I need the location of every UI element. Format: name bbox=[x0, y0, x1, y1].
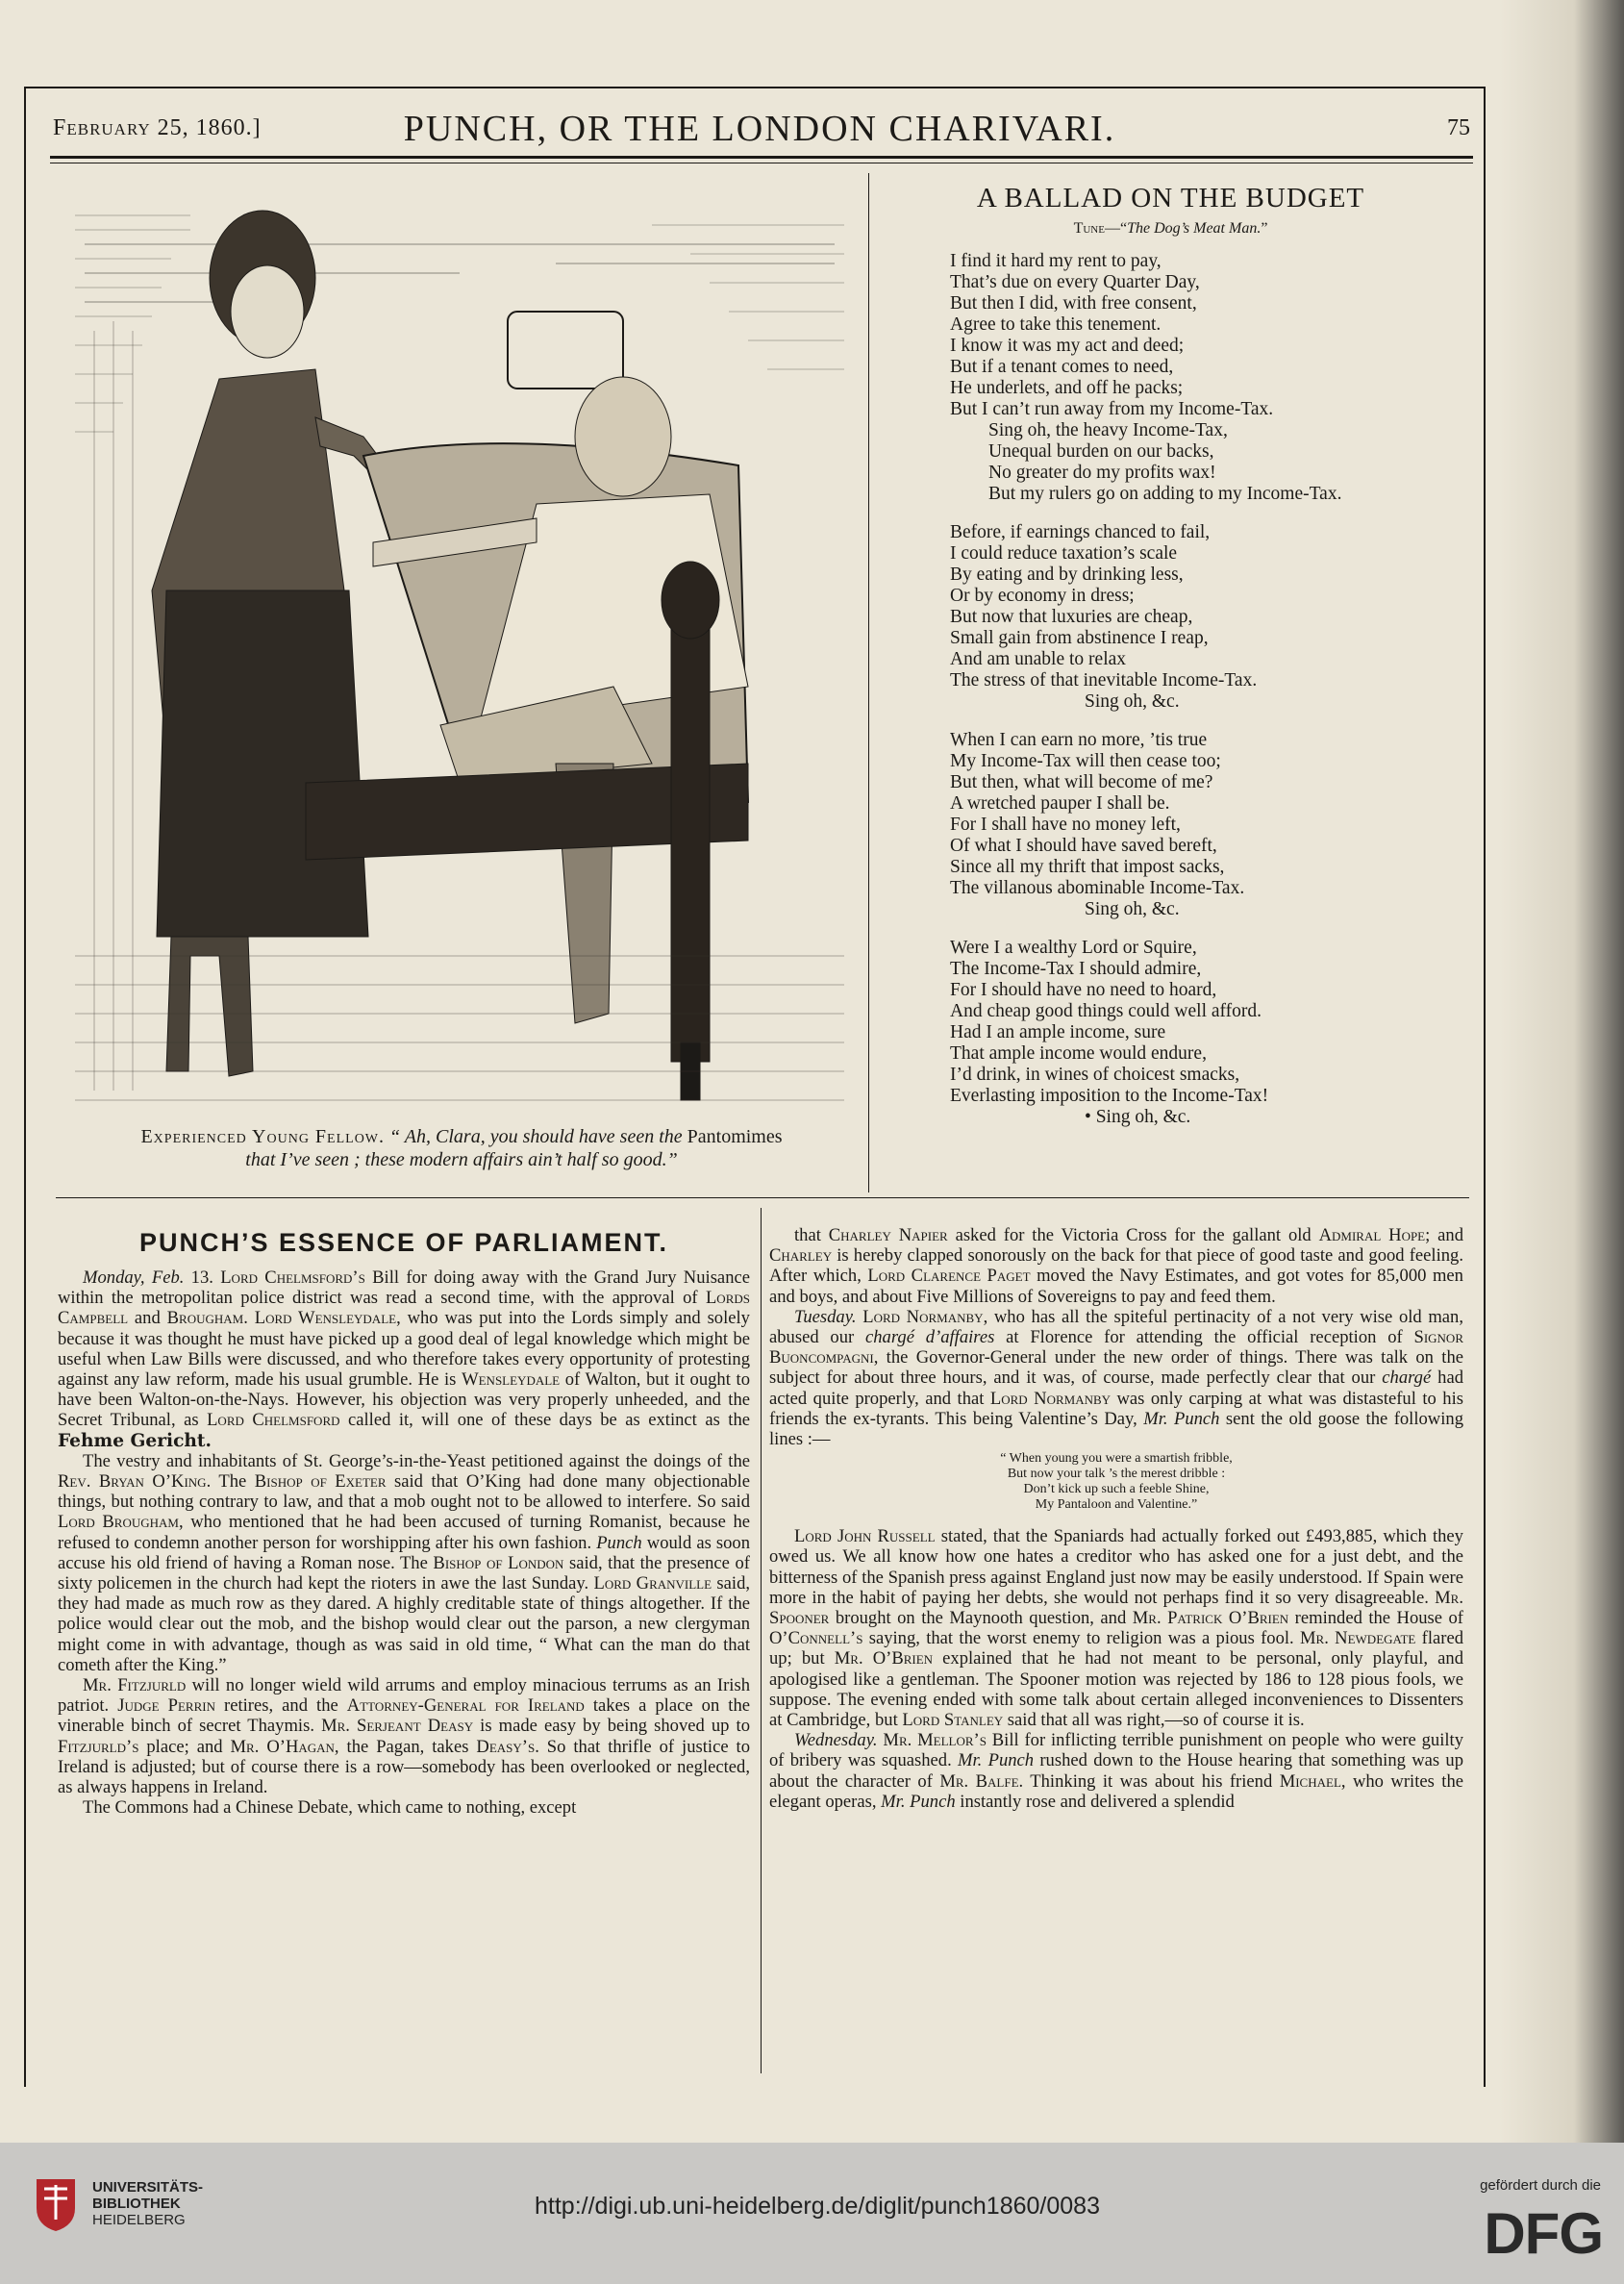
text-run: Bishop of Exeter bbox=[254, 1471, 387, 1493]
essence-paragraph bbox=[58, 1797, 750, 1818]
text-run: Lord John Russell bbox=[794, 1526, 936, 1547]
text-run: Michael, bbox=[1279, 1770, 1346, 1792]
verse-line: But now your talk ’s the merest dribble : bbox=[1007, 1467, 1226, 1482]
text-run: flared up; but bbox=[769, 1628, 1464, 1669]
ballad-line: I’d drink, in wines of choicest smacks, bbox=[950, 1065, 1240, 1085]
verse-line: Don’t kick up such a feeble Shine, bbox=[1023, 1482, 1210, 1497]
text-run: Judge Perrin bbox=[117, 1695, 215, 1717]
ballad-line: And am unable to relax bbox=[950, 649, 1127, 669]
masthead-rule-top bbox=[50, 156, 1473, 159]
ballad-line: I find it hard my rent to pay, bbox=[950, 251, 1162, 271]
masthead bbox=[43, 108, 1476, 150]
text-run: Mr. O’Hagan, bbox=[230, 1736, 339, 1757]
ballad-line: I know it was my act and deed; bbox=[950, 336, 1185, 356]
text-run: Mr. Newdegate bbox=[1300, 1628, 1416, 1649]
text-run: Signor Buoncompagni, bbox=[769, 1327, 1463, 1368]
section-rule bbox=[56, 1197, 1469, 1198]
ballad-title: A BALLAD ON THE BUDGET bbox=[976, 183, 1365, 213]
verse-line: “ When young you were a smartish fribble, bbox=[1000, 1451, 1233, 1467]
ballad-line: Before, if earnings chanced to fail, bbox=[950, 522, 1211, 542]
ballad-line: But then I did, with free consent, bbox=[950, 293, 1197, 314]
text-run: is hereby clapped sonorously on the back for that piece of good taste and good feeling. After which, bbox=[769, 1245, 1463, 1287]
tune-name: The Dog’s Meat Man. bbox=[1127, 220, 1262, 237]
text-run: said that all was right,—so of course it is. bbox=[1003, 1710, 1305, 1731]
text-run: was only carping at what was distasteful to his friends the ex-tyrants. This being Valentine’s Day, bbox=[769, 1388, 1463, 1429]
library-line-2: BIBLIOTHEK bbox=[92, 2196, 181, 2212]
ballad-line: Sing oh, &c. bbox=[1085, 691, 1180, 712]
column-divider-upper bbox=[868, 173, 869, 1192]
ballad-line: Since all my thrift that impost sacks, bbox=[950, 857, 1225, 877]
text-run: Bill for doing away with the Grand Jury Nuisance within the metropolitan police district was read a second time, with the approval of bbox=[58, 1267, 750, 1309]
text-run: brought on the Maynooth question, and bbox=[829, 1608, 1133, 1629]
masthead-date: February 25, 1860.] bbox=[53, 115, 262, 140]
text-run: Lord Granville bbox=[593, 1573, 712, 1594]
text-run: Mr. Spooner bbox=[769, 1587, 1463, 1629]
text-run: Lord Normanby, bbox=[862, 1306, 988, 1327]
ballad-line: But my rulers go on adding to my Income-Tax. bbox=[988, 484, 1342, 504]
ballad bbox=[875, 183, 1466, 1145]
text-run: Lord Brougham, bbox=[58, 1512, 184, 1533]
text-run: Lord Clarence Paget bbox=[867, 1266, 1031, 1287]
text-run: Lords Campbell bbox=[58, 1288, 750, 1329]
text-run: Wednesday. bbox=[794, 1730, 878, 1751]
essence-paragraph bbox=[769, 1225, 1463, 1307]
text-run: Tuesday. bbox=[794, 1306, 857, 1327]
right-border-rule bbox=[1484, 87, 1486, 2087]
ballad-line: No greater do my profits wax! bbox=[988, 463, 1216, 483]
caption-line-2: that I’ve seen ; these modern affairs ain’t half so good.” bbox=[245, 1149, 678, 1170]
column-divider-lower bbox=[761, 1208, 762, 2073]
text-run: Rev. Bryan O’King. bbox=[58, 1471, 212, 1493]
ballad-line: The stress of that inevitable Income-Tax. bbox=[950, 670, 1258, 690]
text-run: Punch bbox=[596, 1532, 642, 1553]
text-run: Mr. Serjeant Deasy bbox=[321, 1716, 474, 1737]
ballad-line: And cheap good things could well afford. bbox=[950, 1001, 1262, 1021]
text-run: Mr. Balfe. bbox=[939, 1770, 1024, 1792]
text-run: called it, will one of these days be as extinct as the bbox=[339, 1410, 750, 1431]
ballad-line: By eating and by drinking less, bbox=[950, 565, 1184, 585]
text-run: Lord Chelmsford bbox=[207, 1410, 340, 1431]
text-run: Monday, Feb. bbox=[83, 1267, 185, 1288]
text-run: O’Connell’s bbox=[769, 1628, 863, 1649]
text-run: who has all the spiteful pertinacity of a not very wise old man, abused our bbox=[769, 1306, 1464, 1348]
text-run: sent the old goose the following lines :— bbox=[769, 1408, 1463, 1450]
text-run: Mr. Punch bbox=[881, 1791, 956, 1812]
page-number: 75 bbox=[1447, 115, 1470, 140]
left-border-rule bbox=[24, 87, 26, 2087]
ballad-line: The villanous abominable Income-Tax. bbox=[950, 878, 1245, 898]
library-seal-icon bbox=[33, 2175, 79, 2233]
ballad-line: But if a tenant comes to need, bbox=[950, 357, 1174, 377]
ballad-stanzas bbox=[875, 251, 1466, 1128]
ballad-line: Small gain from abstinence I reap, bbox=[950, 628, 1209, 648]
text-run: the Governor-General under the new order of things. There was talk on the subject for about three hours, and it was, of course, made perfectly clear that our bbox=[769, 1347, 1463, 1389]
ballad-line: Of what I should have saved bereft, bbox=[950, 836, 1217, 856]
caption-speaker: Experienced Young Fellow. bbox=[140, 1126, 386, 1147]
ballad-stanza bbox=[950, 730, 1466, 920]
text-run: The vestry and inhabitants of St. George’s-in-the-Yeast petitioned against the doings of the bbox=[83, 1450, 750, 1471]
text-run: and bbox=[128, 1308, 167, 1329]
essence-paragraph bbox=[58, 1267, 750, 1451]
text-run: said that O’King had done many objectionable things, but nothing contrary to law, and that a mob ought not to be allowed to interfere. So said bbox=[58, 1471, 750, 1513]
ballad-stanza bbox=[950, 522, 1466, 713]
ballad-tune bbox=[875, 220, 1466, 238]
essence-right-column bbox=[769, 1225, 1463, 1812]
text-run: will no longer wield wild arrums and employ minacious terrums as an Irish patriot. bbox=[58, 1675, 751, 1717]
text-run: Attorney-General for Ireland bbox=[346, 1695, 585, 1717]
text-run: 13. bbox=[184, 1267, 221, 1288]
text-run: moved the Navy Estimates, and got votes for 85,000 men and boys, and about Five Millions of Sovereigns to pay and feed them. bbox=[769, 1266, 1463, 1307]
text-run: Fehme Gericht. bbox=[58, 1430, 212, 1451]
ballad-line: For I should have no need to hoard, bbox=[950, 980, 1217, 1000]
text-run: and bbox=[1430, 1225, 1463, 1245]
text-run bbox=[248, 1308, 255, 1328]
text-run: is made easy by being shoved up to bbox=[473, 1716, 751, 1737]
text-run: So that thrifle of justice to Ireland is adjusted; but of course there is a row—somebody has been overlooked or neglected, as always happens in Ireland. bbox=[58, 1736, 750, 1798]
text-run: that bbox=[794, 1225, 829, 1245]
caption-quote: “ Ah, Clara, you should have seen the bbox=[389, 1126, 683, 1147]
text-run: chargé d’affaires bbox=[865, 1327, 995, 1348]
page-edge-shadow bbox=[1499, 0, 1624, 2143]
text-run: Bishop of London bbox=[433, 1552, 564, 1573]
essence-title: PUNCH’S ESSENCE OF PARLIAMENT. bbox=[138, 1228, 669, 1257]
ballad-line: My Income-Tax will then cease too; bbox=[950, 751, 1221, 771]
funding-label: gefördert durch die bbox=[1480, 2177, 1601, 2194]
ballad-line: I could reduce taxation’s scale bbox=[950, 543, 1178, 564]
top-border-rule bbox=[24, 87, 1486, 88]
text-run: Lord Stanley bbox=[902, 1710, 1004, 1731]
essence-paragraph bbox=[769, 1730, 1463, 1812]
valentine-verse bbox=[769, 1451, 1463, 1513]
text-run: Mr. Patrick O’Brien bbox=[1132, 1608, 1289, 1629]
source-url-link[interactable]: http://digi.ub.uni-heidelberg.de/diglit/punch1860/0083 bbox=[535, 2193, 1100, 2220]
text-run: Deasy’s. bbox=[476, 1736, 539, 1757]
verse-line: My Pantaloon and Valentine.” bbox=[1035, 1497, 1198, 1513]
ballad-line: Agree to take this tenement. bbox=[950, 314, 1162, 335]
ballad-line: He underlets, and off he packs; bbox=[950, 378, 1184, 398]
text-run: Charley Napier bbox=[828, 1225, 948, 1245]
text-run: said, they had made as much row as they dared. A highly creditable state of things altogether. If the police would clear out the mob, and the bishop would clear out the parson, a new clergyman might come in with advantage, though as was said in old time, “ What can the man do that cometh after the King.” bbox=[58, 1573, 751, 1675]
library-name bbox=[92, 2179, 203, 2228]
text-run: saying, that the worst enemy to religion was a pious fool. bbox=[862, 1628, 1301, 1649]
text-run: takes a place on the vinerable binch of secret Thaymis. bbox=[58, 1695, 750, 1737]
text-run: rushed down to the House hearing that something was up about the character of bbox=[769, 1750, 1463, 1792]
caption-rest: Pantomimes bbox=[687, 1126, 783, 1147]
text-run: who writes the elegant operas, bbox=[769, 1770, 1463, 1812]
text-run: Thinking it was about his friend bbox=[1023, 1770, 1280, 1792]
essence-paragraph bbox=[58, 1451, 750, 1675]
ballad-stanza bbox=[950, 938, 1466, 1128]
text-run: stated, that the Spaniards had actually forked out £493,885, which they owed us. We all know how one hates a creditor who has asked one for a just debt, and the bitterness of the Spanish press against England just now may be easily understood. If Spain were more in the habit of paying her debts, she would not perhaps find it so very disagreeable. bbox=[769, 1526, 1463, 1608]
text-run: Bill for inflicting terrible punishment on people who were guilty of bribery was squashed. bbox=[769, 1730, 1464, 1771]
ballad-line: For I shall have no money left, bbox=[950, 815, 1181, 835]
text-run: Fitzjurld’s bbox=[58, 1736, 139, 1757]
text-run: who was put into the Lords simply and solely because it was thought he must have picked up a good deal of legal knowledge which might be useful when Law Bills were discussed, and who therefore takes every opportunity of protesting against any law reform, made his usual grumble. He is bbox=[58, 1308, 750, 1391]
ballad-line: But I can’t run away from my Income-Tax. bbox=[950, 399, 1274, 419]
essence-paragraph bbox=[58, 1675, 750, 1797]
ballad-line: But then, what will become of me? bbox=[950, 772, 1213, 792]
text-run: Brougham. bbox=[166, 1308, 248, 1329]
ballad-line: Or by economy in dress; bbox=[950, 586, 1135, 606]
ballad-line: The Income-Tax I should admire, bbox=[950, 959, 1202, 979]
essence-paragraph bbox=[769, 1307, 1463, 1449]
text-run: Mr. Fitzjurld bbox=[83, 1675, 187, 1696]
text-run: had acted quite properly, and that bbox=[769, 1368, 1463, 1409]
text-run: Mr. Mellor’s bbox=[883, 1730, 987, 1751]
text-run: reminded the House of bbox=[1288, 1608, 1463, 1629]
ballad-line: That’s due on every Quarter Day, bbox=[950, 272, 1200, 292]
library-line-3: HEIDELBERG bbox=[92, 2212, 186, 2228]
text-run: said, that the presence of sixty policemen in the church had kept the rioters in awe the last Sunday. bbox=[58, 1552, 750, 1594]
ballad-line: That ample income would endure, bbox=[950, 1043, 1207, 1064]
text-run: instantly rose and delivered a splendid bbox=[955, 1791, 1235, 1812]
ballad-line: Sing oh, &c. bbox=[1085, 899, 1180, 919]
tune-close: ” bbox=[1261, 220, 1268, 237]
library-line-1: UNIVERSITÄTS- bbox=[92, 2179, 204, 2196]
tune-label: Tune—“ bbox=[1073, 220, 1128, 237]
text-run: Admiral Hope; bbox=[1318, 1225, 1431, 1245]
text-run: Charley bbox=[769, 1245, 833, 1267]
text-run: retires, and the bbox=[214, 1695, 347, 1717]
text-run: The bbox=[211, 1471, 255, 1493]
text-run: Mr. O’Brien bbox=[834, 1648, 934, 1669]
text-run: Lord Chelmsford’s bbox=[220, 1267, 365, 1288]
masthead-title: PUNCH, OR THE LONDON CHARIVARI. bbox=[403, 109, 1116, 149]
ballad-line: When I can earn no more, ’tis true bbox=[950, 730, 1208, 750]
ballad-line: Everlasting imposition to the Income-Tax! bbox=[950, 1086, 1269, 1106]
text-run: at Florence for attending the official reception of bbox=[994, 1327, 1414, 1348]
ballad-line: A wretched pauper I shall be. bbox=[950, 793, 1170, 814]
cartoon-illustration bbox=[75, 187, 844, 1112]
ballad-line: Had I an ample income, sure bbox=[950, 1022, 1166, 1042]
text-run: of Walton, but it ought to have been Walton-on-the-Nays. However, his objection was very properly unheeded, and the Secret Tribunal, as bbox=[58, 1369, 750, 1431]
text-run: place; and bbox=[138, 1736, 231, 1757]
essence-paragraph bbox=[769, 1526, 1463, 1730]
text-run: who mentioned that he had been accused of turning Romanist, because he refused to condemn another person for worshipping after his own fashion. bbox=[58, 1512, 750, 1553]
text-run: The Commons had a Chinese Debate, which came to nothing, except bbox=[83, 1797, 577, 1819]
text-run: Lord Wensleydale, bbox=[254, 1308, 401, 1329]
ballad-stanza bbox=[950, 251, 1466, 505]
ballad-line: Were I a wealthy Lord or Squire, bbox=[950, 938, 1197, 958]
ballad-line: Unequal burden on our backs, bbox=[988, 441, 1214, 462]
essence-left-column bbox=[58, 1267, 750, 1818]
text-run: explained that he had not meant to be personal, only playful, and apologised like a gentleman. The Spooner motion was rejected by 186 to 128 pious fools, we suppose. The evening ended with some talk about certain alleged inconveniences to Dissenters at Cambridge, but bbox=[769, 1648, 1463, 1731]
text-run: chargé bbox=[1382, 1368, 1432, 1389]
text-run: Mr. Punch bbox=[958, 1750, 1035, 1771]
ballad-line: • Sing oh, &c. bbox=[1085, 1107, 1191, 1127]
text-run: Mr. Punch bbox=[1143, 1408, 1220, 1429]
ballad-line: Sing oh, the heavy Income-Tax, bbox=[988, 420, 1228, 440]
cartoon-caption bbox=[58, 1125, 865, 1171]
text-run: would as soon accuse his old friend of having a Roman nose. The bbox=[58, 1532, 750, 1573]
text-run: asked for the Victoria Cross for the gallant old bbox=[947, 1225, 1319, 1245]
text-run: Lord Normanby bbox=[989, 1388, 1112, 1409]
text-run: Wensleydale bbox=[462, 1369, 561, 1391]
dfg-logo: DFG bbox=[1484, 2201, 1603, 2266]
ballad-line: But now that luxuries are cheap, bbox=[950, 607, 1193, 627]
text-run: the Pagan, takes bbox=[338, 1736, 477, 1757]
